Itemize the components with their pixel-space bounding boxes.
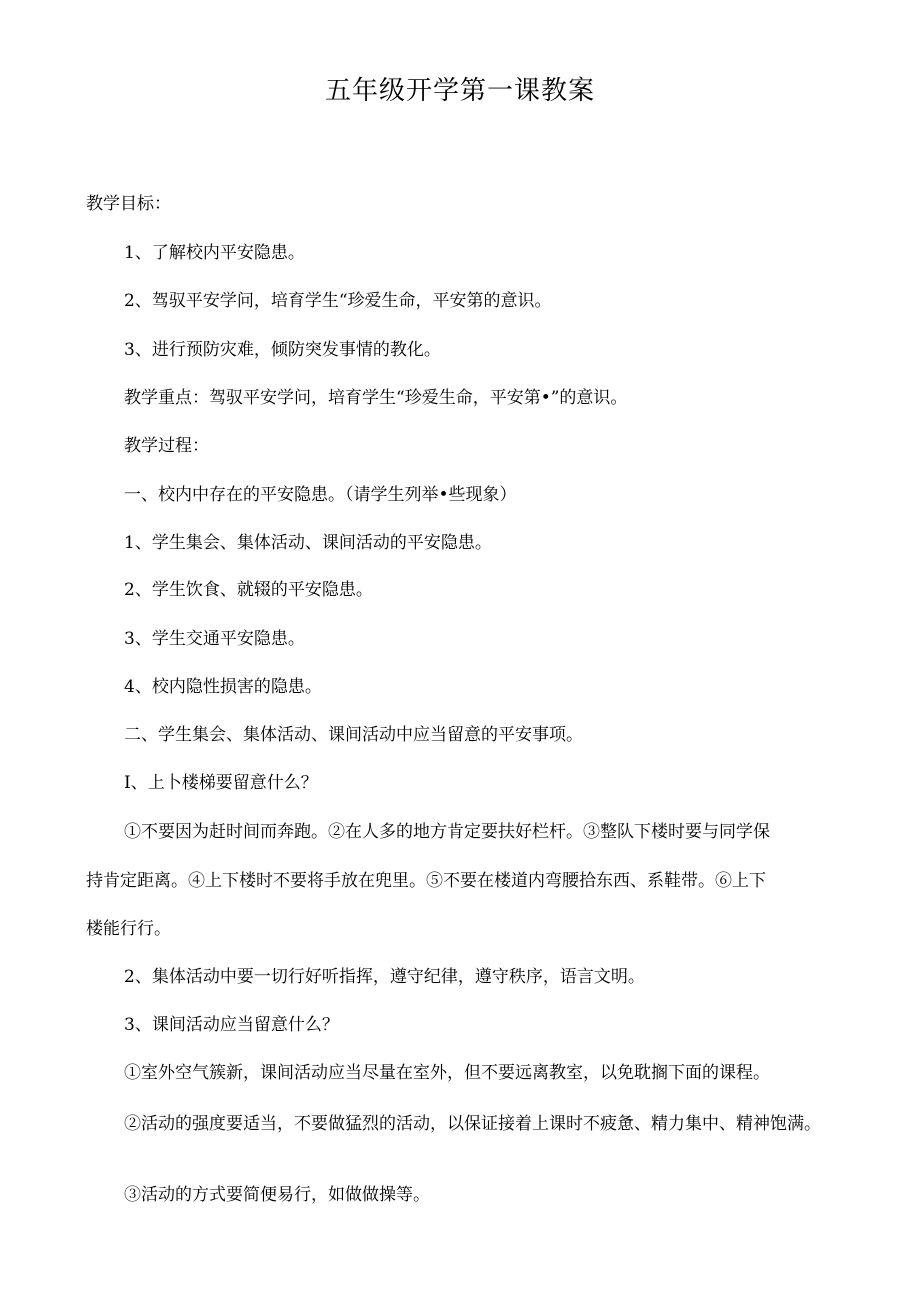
part-one-heading: 一、校内中存在的平安隐患。（请学生列举•些现象）: [124, 485, 517, 505]
stairs-rules-line-2: 持肯定距离。④上下楼时不要将手放在兜里。⑤不要在楼道内弯腰拾东西、系鞋带。⑥上下: [86, 871, 766, 891]
part-one-item-2: 2、学生饮食、就辍的平安隐患。: [124, 580, 373, 600]
stairs-rules-line-1: ①不要因为赶时间而奔跑。②在人多的地方肯定要扶好栏杆。③整队下楼时要与同学保: [124, 822, 770, 842]
recess-rule-1: ①室外空气簇新，课间活动应当尽量在室外，但不要远离教室，以免耽搁下面的课程。: [124, 1063, 770, 1083]
section-objectives-heading: 教学目标：: [86, 194, 171, 214]
document-title: 五年级开学第一课教案: [324, 76, 595, 106]
part-one-item-1: 1、学生集会、集体活动、课间活动的平安隐患。: [124, 533, 492, 553]
recess-rule-2: ②活动的强度要适当，不要做猛烈的活动，以保证接着上课时不疲惫、精力集中、精神饱满。: [124, 1114, 821, 1134]
teaching-focus: 教学重点：驾驭平安学问，培育学生“珍爱生命，平安第•”的意识。: [124, 388, 628, 408]
part-two-item-3: 3、课间活动应当留意什么？: [124, 1015, 339, 1035]
objective-3: 3、进行预防灾难，倾防突发事情的教化。: [124, 340, 441, 360]
objective-2: 2、驾驭平安学问，培育学生“珍爱生命，平安第的意识。: [124, 291, 552, 311]
section-process-heading: 教学过程：: [124, 436, 209, 456]
stairs-rules-line-3: 楼能行行。: [86, 919, 171, 939]
part-two-item-2: 2、集体活动中要一切行好听指挥，遵守纪律，遵守秩序，语言文明。: [124, 967, 645, 987]
part-two-item-1: I、上卜楼梯要留意什么？: [124, 773, 318, 793]
part-one-item-3: 3、学生交通平安隐患。: [124, 629, 305, 649]
part-one-item-4: 4、校内隐性损害的隐患。: [124, 677, 322, 697]
recess-rule-3: ③活动的方式要简便易行，如做做操等。: [124, 1185, 430, 1205]
objective-1: 1、了解校内平安隐患。: [124, 243, 305, 263]
part-two-heading: 二、学生集会、集体活动、课间活动中应当留意的平安事项。: [124, 725, 583, 745]
